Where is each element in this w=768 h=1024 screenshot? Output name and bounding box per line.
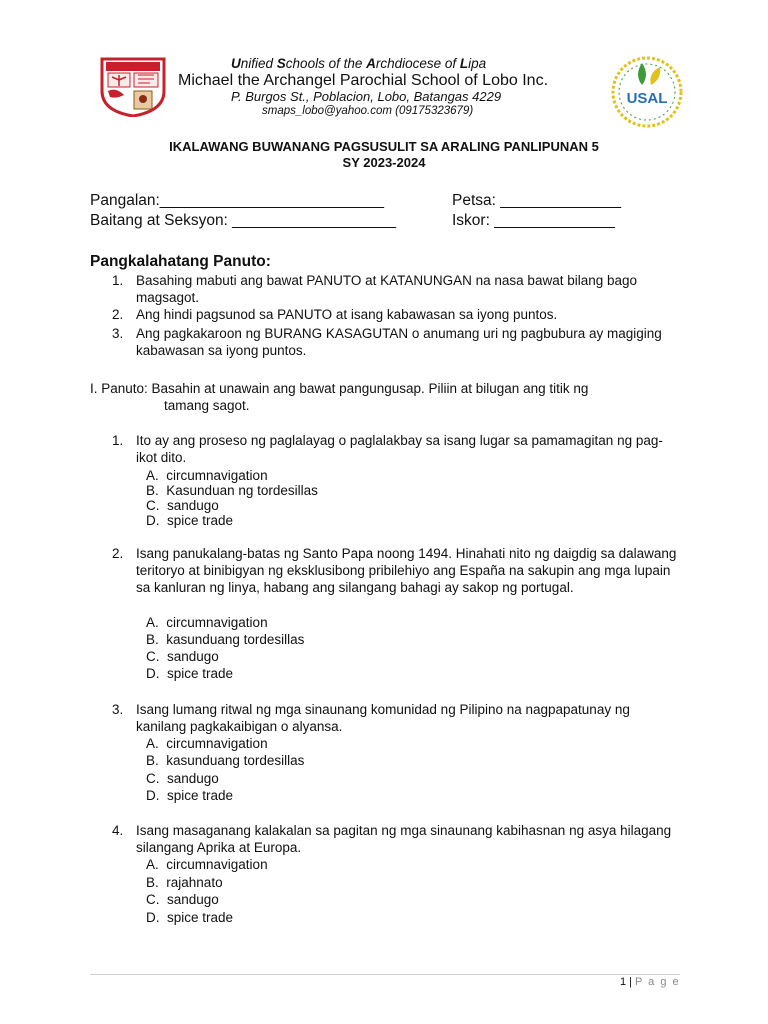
question [112, 701, 678, 735]
choice-a[interactable]: A. circumnavigation [146, 857, 268, 872]
choice-b[interactable]: B. rajahnato [146, 875, 223, 890]
school-year: SY 2023-2024 [342, 155, 426, 170]
diocese-text-part: U [231, 56, 241, 71]
header-diocese-line [231, 56, 486, 71]
instruction-item [112, 272, 672, 306]
choice-d[interactable]: D. spice trade [146, 666, 234, 681]
question-text: Isang masaganang kalakalan sa pagitan ng mga sinaunang kabihasnan ng asya hilagang silangang Aprika at Europa. [136, 823, 672, 855]
instruction-text: Ang pagkakaroon ng BURANG KASAGUTAN o anumang uri ng pagbubura ay magiging kabawasan sa iyong puntos. [136, 326, 662, 358]
instruction-item [112, 306, 672, 323]
choice-b[interactable]: B. Kasunduan ng tordesillas [146, 483, 318, 498]
school-address: P. Burgos St., Poblacion, Lobo, Batangas 4229 [231, 89, 502, 104]
choice-c[interactable]: C. sandugo [146, 649, 219, 664]
choice-d[interactable]: D. spice trade [146, 910, 234, 925]
page-separator: | [629, 976, 632, 988]
instruction-number: 2. [112, 307, 124, 322]
diocese-text-part: chools of the [285, 56, 367, 71]
question-text: Isang panukalang-batas ng Santo Papa noong 1494. Hinahati nito ng daigdig sa dalawang teritoryo at binibigyan ng eksklusibong pribilehiyo ang España na sakupin ang mga lupain sa kanluran ng linya, habang ang silangang bahagi ay sakop ng portugal. [136, 546, 677, 595]
choice-a[interactable]: A. circumnavigation [146, 468, 268, 483]
instruction-text: Ang hindi pagsunod sa PANUTO at isang kabawasan sa iyong puntos. [136, 307, 558, 322]
name-field[interactable]: Pangalan:__________________________ [90, 192, 384, 209]
diocese-text-part: nified [240, 56, 277, 71]
question-number: 3. [112, 702, 124, 717]
question [112, 822, 678, 856]
diocese-text-part: ipa [468, 56, 487, 71]
page-number: 1 [620, 976, 627, 988]
school-seal-logo [100, 55, 166, 117]
exam-title: IKALAWANG BUWANANG PAGSUSULIT SA ARALING PANLIPUNAN 5 [169, 139, 599, 154]
page-label: P a g e [634, 976, 681, 988]
choice-b[interactable]: B. kasunduang tordesillas [146, 753, 305, 768]
instruction-number: 1. [112, 273, 124, 288]
choice-b[interactable]: B. kasunduang tordesillas [146, 632, 305, 647]
choice-d[interactable]: D. spice trade [146, 788, 234, 803]
grade-section-field[interactable]: Baitang at Seksyon: ___________________ [90, 212, 396, 229]
instruction-item [112, 325, 672, 359]
diocese-text-part: L [459, 56, 469, 71]
question-number: 1. [112, 433, 124, 448]
question-number: 4. [112, 823, 124, 838]
footer-divider [90, 974, 680, 975]
diocese-text-part: S [276, 56, 286, 71]
school-name: Michael the Archangel Parochial School of Lobo Inc. [178, 72, 549, 89]
question [112, 432, 678, 466]
page-footer [620, 976, 680, 988]
diocese-text-part: rchdiocese of [375, 56, 460, 71]
date-field[interactable]: Petsa: ______________ [452, 192, 621, 209]
choice-a[interactable]: A. circumnavigation [146, 615, 268, 630]
choice-d[interactable]: D. spice trade [146, 513, 234, 528]
question-text: Isang lumang ritwal ng mga sinaunang komunidad ng Pilipino na nagpapatunay ng kanilang pagkakaibigan o alyansa. [136, 702, 630, 734]
choice-c[interactable]: C. sandugo [146, 892, 219, 907]
school-contact: smaps_lobo@yahoo.com (09175323679) [262, 105, 474, 117]
choice-c[interactable]: C. sandugo [146, 771, 219, 786]
choice-a[interactable]: A. circumnavigation [146, 736, 268, 751]
choice-c[interactable]: C. sandugo [146, 498, 219, 513]
question-number: 2. [112, 546, 124, 561]
part1-directions: I. Panuto: Basahin at unawain ang bawat pangungusap. Piliin at bilugan ang titik ng [90, 381, 589, 396]
part1-directions-cont: tamang sagot. [164, 398, 250, 413]
instruction-number: 3. [112, 326, 124, 341]
general-instructions-heading: Pangkalahatang Panuto: [90, 253, 271, 270]
usal-logo [608, 55, 686, 129]
instruction-text: Basahing mabuti ang bawat PANUTO at KATANUNGAN na nasa bawat bilang bago magsagot. [136, 273, 638, 305]
diocese-text-part: A [366, 56, 376, 71]
question [112, 545, 678, 596]
question-text: Ito ay ang proseso ng paglalayag o paglalakbay sa isang lugar sa pamamagitan ng pag-ikot dito. [136, 433, 663, 465]
svg-text:USAL: USAL [626, 90, 668, 107]
score-field[interactable]: Iskor: ______________ [452, 212, 615, 229]
